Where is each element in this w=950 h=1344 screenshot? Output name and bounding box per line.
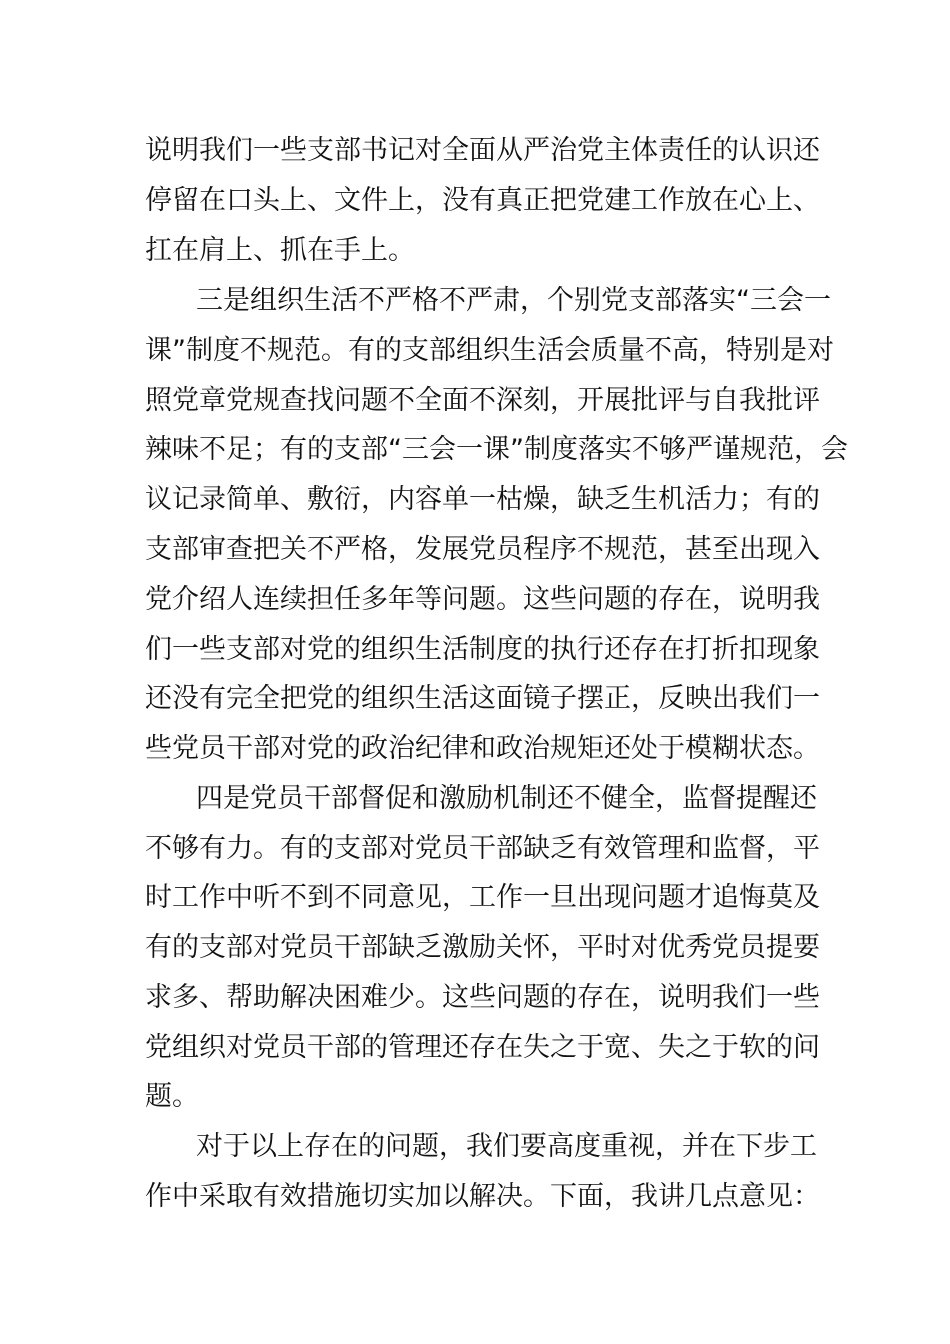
text-line: 党组织对党员干部的管理还存在失之于宽、失之于软的问 <box>145 1032 820 1063</box>
text-line: 求多、帮助解决困难少。这些问题的存在，说明我们一些 <box>145 982 820 1013</box>
text-line: 辣味不足；有的支部“三会一课”制度落实不够严谨规范，会 <box>145 434 848 465</box>
text-line: 不够有力。有的支部对党员干部缺乏有效管理和监督，平 <box>145 833 820 864</box>
paragraph-start-line: 四是党员干部督促和激励机制还不健全，监督提醒还 <box>196 783 817 814</box>
text-line: 还没有完全把党的组织生活这面镜子摆正，反映出我们一 <box>145 683 820 714</box>
text-line: 支部审查把关不严格，发展党员程序不规范，甚至出现入 <box>145 534 820 565</box>
text-line: 课”制度不规范。有的支部组织生活会质量不高，特别是对 <box>145 335 834 366</box>
text-line: 照党章党规查找问题不全面不深刻，开展批评与自我批评 <box>145 385 820 416</box>
text-line: 议记录简单、敷衍，内容单一枯燥，缺乏生机活力；有的 <box>145 484 820 515</box>
text-line: 作中采取有效措施切实加以解决。下面，我讲几点意见： <box>145 1181 820 1212</box>
text-line: 时工作中听不到不同意见，工作一旦出现问题才追悔莫及 <box>145 882 820 913</box>
text-line: 有的支部对党员干部缺乏激励关怀，平时对优秀党员提要 <box>145 932 820 963</box>
text-line: 扛在肩上、抓在手上。 <box>145 235 415 266</box>
text-line: 些党员干部对党的政治纪律和政治规矩还处于模糊状态。 <box>145 733 820 764</box>
text-line: 说明我们一些支部书记对全面从严治党主体责任的认识还 <box>145 135 820 166</box>
paragraph-start-line: 三是组织生活不严格不严肃，个别党支部落实“三会一 <box>196 285 831 316</box>
text-line: 们一些支部对党的组织生活制度的执行还存在打折扣现象 <box>145 634 820 665</box>
paragraph-start-line: 对于以上存在的问题，我们要高度重视，并在下步工 <box>196 1131 817 1162</box>
text-line: 党介绍人连续担任多年等问题。这些问题的存在，说明我 <box>145 584 820 615</box>
text-line: 停留在口头上、文件上，没有真正把党建工作放在心上、 <box>145 185 820 216</box>
text-line: 题。 <box>145 1081 199 1112</box>
